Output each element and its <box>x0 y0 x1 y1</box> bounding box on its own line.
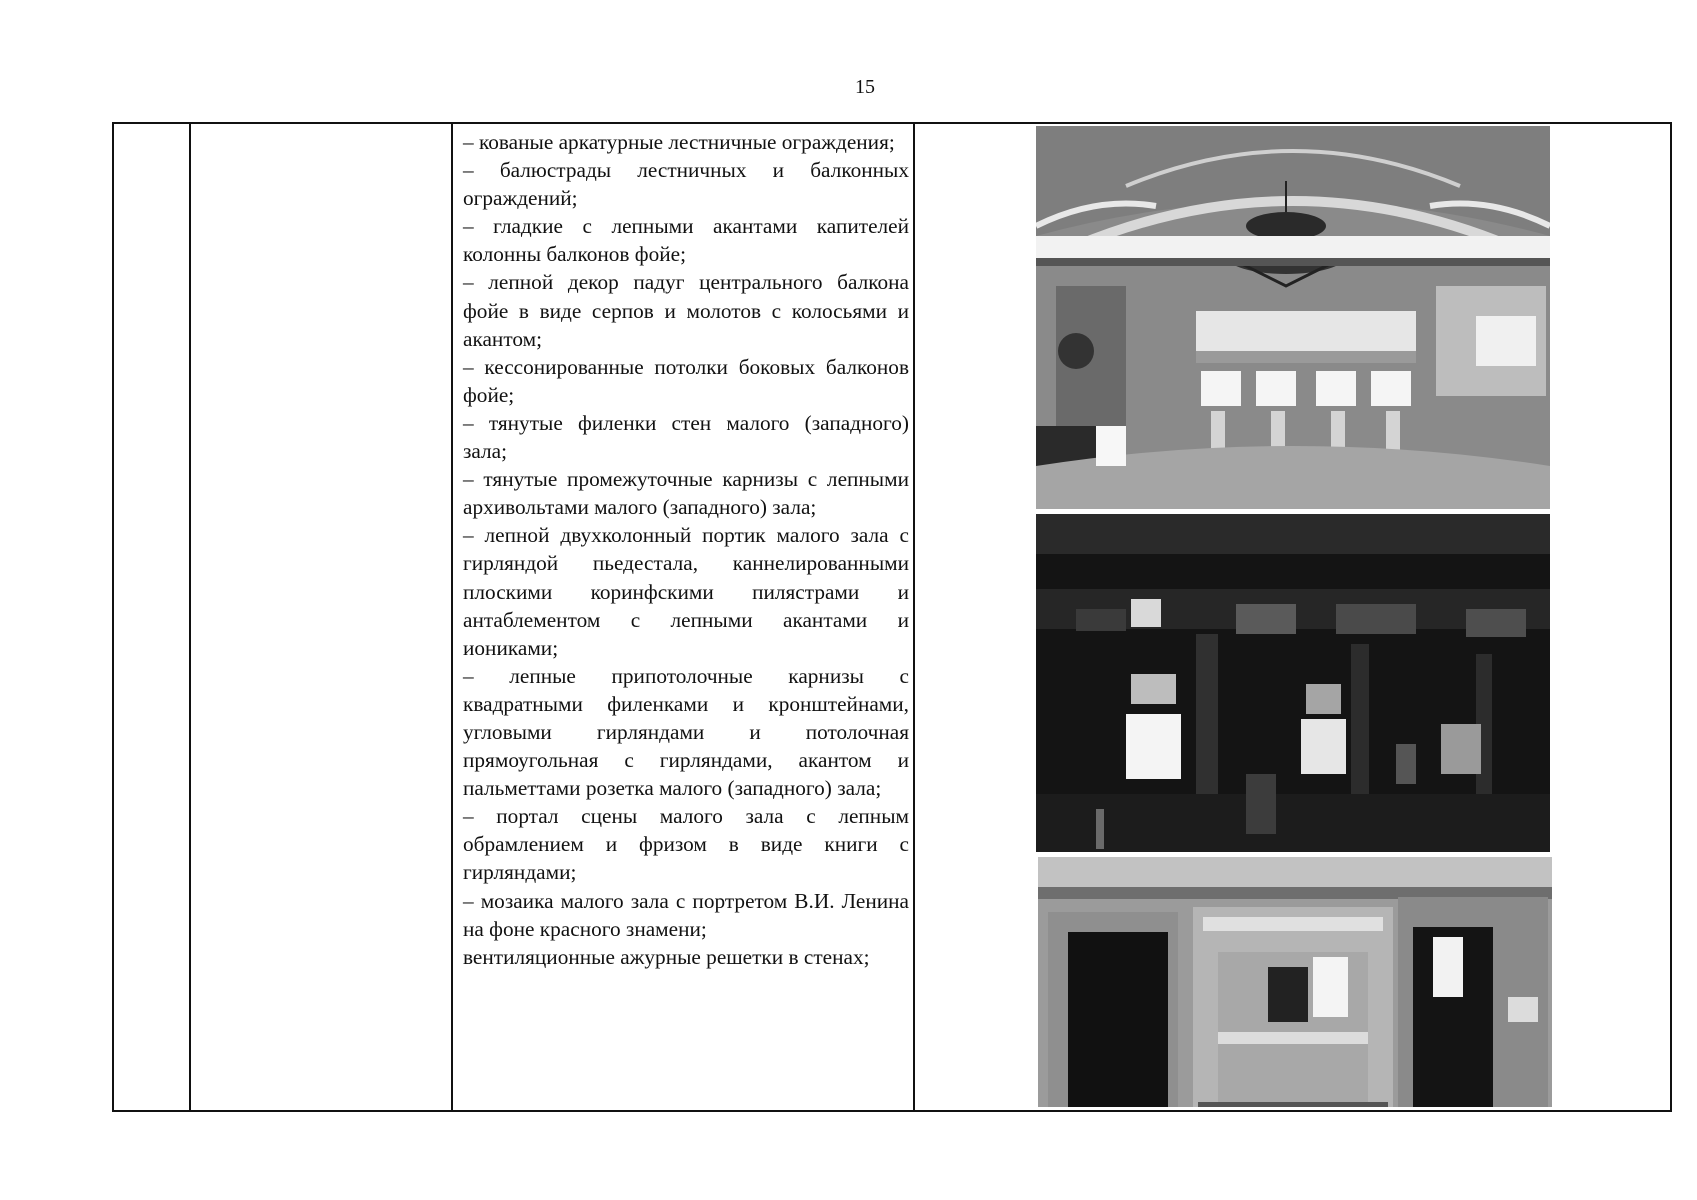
dark-hall-balcony-photo <box>1036 514 1550 852</box>
list-item: – лепной двухколонный портик малого зала с гирляндой пьедестала, каннелированными плоскими коринфскими пилястрами и антаблементом с лепными акантами и иониками; <box>463 523 909 660</box>
list-item: – тянутые промежуточные карнизы с лепными архивольтами малого (западного) зала; <box>463 467 909 520</box>
column-divider <box>189 124 191 1110</box>
list-item: – лепные припотолочные карнизы с квадратными филенками и кронштейнами, угловыми гирляндами и потолочная прямоугольная с гирляндами, акантом и пальметтами розетка малого (западного) зала; <box>463 663 909 801</box>
elements-table <box>112 122 1672 1112</box>
elements-list <box>463 128 909 971</box>
column-divider <box>913 124 915 1110</box>
list-item: – гладкие с лепными акантами капителей колонны балконов фойе; <box>463 214 909 267</box>
list-item: – кованые аркатурные лестничные ограждения; <box>463 130 895 154</box>
list-item: – портал сцены малого зала с лепным обрамлением и фризом в виде книги с гирляндами; <box>463 804 909 885</box>
page-number: 15 <box>855 76 875 98</box>
list-item: – мозаика малого зала с портретом В.И. Ленина на фоне красного знамени; <box>463 888 909 941</box>
list-item: вентиляционные ажурные решетки в стенах; <box>463 944 870 969</box>
list-item: – лепной декор падуг центрального балкона фойе в виде серпов и молотов с колосьями и акантом; <box>463 270 909 351</box>
list-item: – балюстрады лестничных и балконных ограждений; <box>463 158 909 211</box>
list-item: – кессонированные потолки боковых балконов фойе; <box>463 354 909 407</box>
small-hall-stage-photo <box>1038 857 1552 1107</box>
list-item: – тянутые филенки стен малого (западного) зала; <box>463 410 909 464</box>
column-divider <box>451 124 453 1110</box>
foyer-chandelier-photo <box>1036 126 1550 509</box>
